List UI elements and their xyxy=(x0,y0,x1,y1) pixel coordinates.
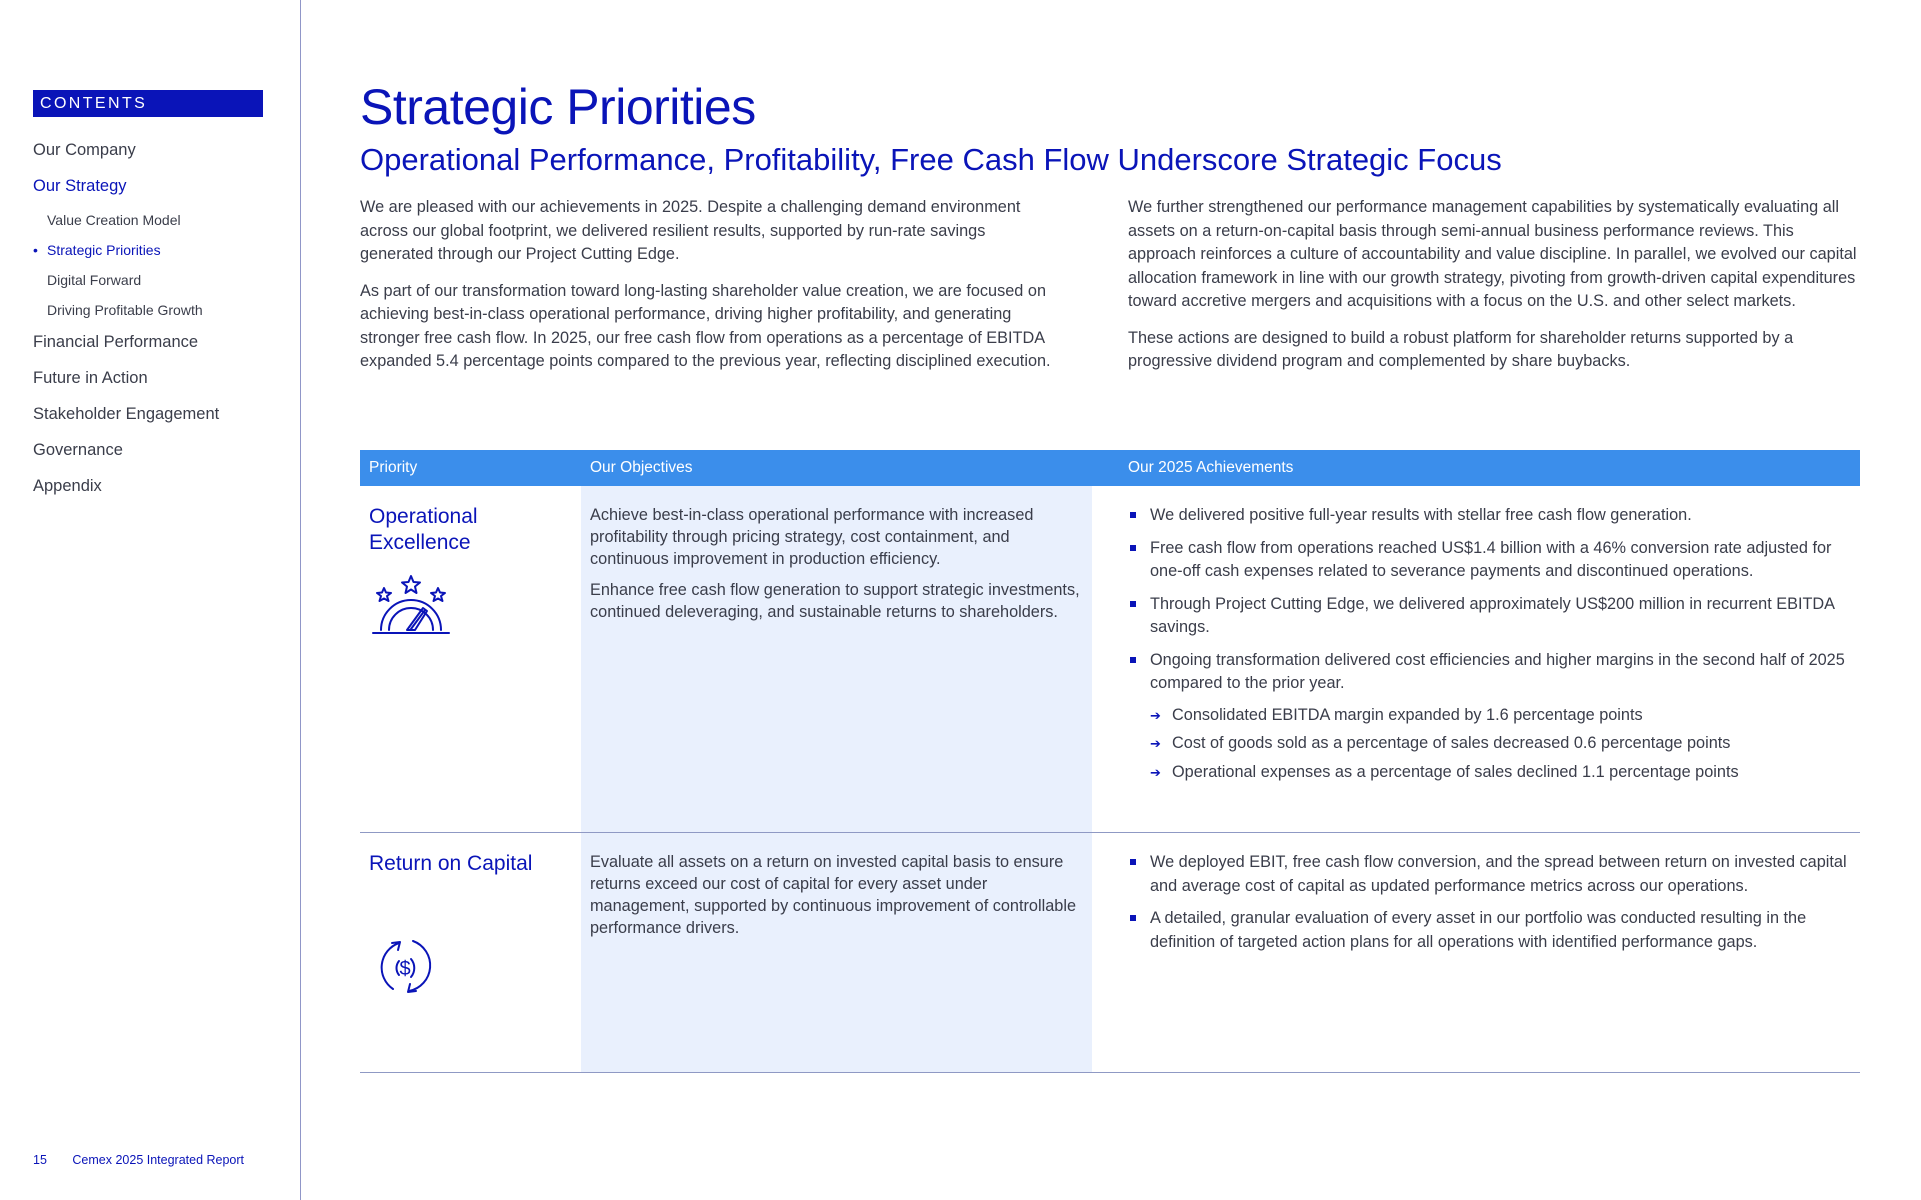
nav-sub-label: Strategic Priorities xyxy=(47,242,161,258)
page-title: Strategic Priorities xyxy=(360,79,756,135)
header-objectives: Our Objectives xyxy=(590,459,693,476)
achievements-cell xyxy=(1128,851,1848,963)
list-item xyxy=(1128,593,1848,640)
priority-label: Operational Excellence xyxy=(369,505,478,554)
list-item xyxy=(1128,649,1848,785)
objective-text: Enhance free cash flow generation to support strategic investments, continued deleveraging, and sustainable returns to shareholders. xyxy=(590,581,1080,621)
table-row-operational-excellence xyxy=(360,486,1860,833)
square-bullet-icon xyxy=(1130,512,1136,518)
objectives-cell xyxy=(590,504,1080,632)
achievement-text: We deployed EBIT, free cash flow conversion, and the spread between return on invested capital and average cost of capital as updated performance metrics across our operations. xyxy=(1150,853,1847,895)
square-bullet-icon xyxy=(1130,915,1136,921)
arrow-bullet-icon: ➔ xyxy=(1150,707,1161,723)
objective-text: Evaluate all assets on a return on invested capital basis to ensure returns exceed our cost of capital for every asset under management, supported by continuous improvement of controllable performance drivers. xyxy=(590,853,1077,937)
page-subtitle: Operational Performance, Profitability, Free Cash Flow Underscore Strategic Focus xyxy=(360,142,1502,177)
achievement-text: Free cash flow from operations reached US$1.4 billion with a 46% conversion rate adjusted for one-off cash expenses related to severance payments and discontinued operations. xyxy=(1150,538,1832,580)
page-number: 15 xyxy=(33,1153,47,1167)
intro-paragraph: As part of our transformation toward long-lasting shareholder value creation, we are focused on achieving best-in-class operational performance, driving higher profitability, and generating stronger free cash flow. In 2025, our free cash flow from operations as a percentage of EBITDA expanded 5.4 percentage points compared to the previous year, reflecting disciplined execution. xyxy=(360,281,1051,370)
achievements-list xyxy=(1128,851,1848,954)
square-bullet-icon xyxy=(1130,859,1136,865)
list-item xyxy=(1128,537,1848,584)
page-footer xyxy=(33,1153,244,1167)
nav-sub-digital-forward[interactable]: Digital Forward xyxy=(47,272,142,288)
list-item xyxy=(1150,761,1848,785)
achievement-text: Ongoing transformation delivered cost efficiencies and higher margins in the second half of 2025 compared to the prior year. xyxy=(1150,650,1845,692)
sub-achievement-text: Operational expenses as a percentage of sales declined 1.1 percentage points xyxy=(1172,762,1739,781)
nav-item-our-company[interactable]: Our Company xyxy=(33,141,136,159)
list-item xyxy=(1150,732,1848,756)
sidebar xyxy=(0,0,301,1200)
nav-item-our-strategy[interactable]: Our Strategy xyxy=(33,177,127,195)
table-header xyxy=(360,450,1860,486)
nav-item-future-in-action[interactable]: Future in Action xyxy=(33,369,148,387)
achievement-text: A detailed, granular evaluation of every asset in our portfolio was conducted resulting in the definition of targeted action plans for all operations with identified performance gaps. xyxy=(1150,909,1807,951)
achievements-cell xyxy=(1128,504,1848,793)
achievements-list xyxy=(1128,504,1848,784)
active-bullet-icon: • xyxy=(33,242,38,258)
nav-sub-driving-profitable-growth[interactable]: Driving Profitable Growth xyxy=(47,302,203,318)
achievement-text: We delivered positive full-year results with stellar free cash flow generation. xyxy=(1150,506,1692,524)
header-achievements: Our 2025 Achievements xyxy=(1128,459,1294,476)
intro-paragraph: We are pleased with our achievements in 2025. Despite a challenging demand environment across our global footprint, we delivered resilient results, supported by run-rate savings generated through our Project Cutting Edge. xyxy=(360,198,1021,263)
sidebar-nav xyxy=(33,138,283,510)
priorities-table xyxy=(360,450,1860,1073)
square-bullet-icon xyxy=(1130,657,1136,663)
list-item xyxy=(1128,504,1848,528)
arrow-bullet-icon: ➔ xyxy=(1150,736,1161,751)
sub-achievements-list xyxy=(1150,704,1848,785)
header-priority: Priority xyxy=(369,459,418,476)
objective-text: Achieve best-in-class operational performance with increased profitability through pricing strategy, cost containment, and continuous improvement in production efficiency. xyxy=(590,506,1034,568)
intro-paragraph: These actions are designed to build a robust platform for shareholder returns supported by a progressive dividend program and complemented by share buybacks. xyxy=(1128,328,1794,370)
sub-achievement-text: Consolidated EBITDA margin expanded by 1.6 percentage points xyxy=(1172,705,1643,724)
intro-left-column xyxy=(360,196,1060,387)
intro-paragraph: We further strengthened our performance management capabilities by systematically evaluating all assets on a return-on-capital basis through semi-annual business performance reviews. This approach reinforces a culture of accountability and value discipline. In parallel, we evolved our capital allocation framework in line with our growth strategy, pivoting from growth-driven capital expenditures toward accretive mergers and acquisitions with a focus on the U.S. and other select markets. xyxy=(1128,198,1857,310)
sub-achievement-text: Cost of goods sold as a percentage of sales decreased 0.6 percentage points xyxy=(1172,734,1731,752)
square-bullet-icon xyxy=(1130,601,1136,607)
nav-item-stakeholder-engagement[interactable]: Stakeholder Engagement xyxy=(33,405,220,423)
arrow-bullet-icon: ➔ xyxy=(1150,764,1161,780)
table-row-return-on-capital xyxy=(360,833,1860,1073)
achievement-text: Through Project Cutting Edge, we delivered approximately US$200 million in recurrent EBITDA savings. xyxy=(1150,594,1835,636)
nav-item-appendix[interactable]: Appendix xyxy=(33,477,102,495)
priority-label: Return on Capital xyxy=(369,852,533,875)
nav-sub-value-creation-model[interactable]: Value Creation Model xyxy=(47,212,181,228)
nav-item-financial-performance[interactable]: Financial Performance xyxy=(33,333,199,351)
contents-label: CONTENTS xyxy=(33,90,263,117)
intro-right-column xyxy=(1128,196,1860,387)
dollar-cycle-icon xyxy=(369,931,453,1001)
square-bullet-icon xyxy=(1130,545,1136,551)
nav-item-governance[interactable]: Governance xyxy=(33,441,123,459)
report-name: Cemex 2025 Integrated Report xyxy=(72,1153,245,1167)
objectives-cell xyxy=(590,851,1080,948)
list-item xyxy=(1128,851,1848,898)
svg-text:$: $ xyxy=(399,958,411,980)
list-item xyxy=(1128,907,1848,954)
list-item xyxy=(1150,704,1848,728)
nav-sub-strategic-priorities[interactable] xyxy=(33,240,283,270)
speedometer-stars-icon xyxy=(369,572,453,642)
